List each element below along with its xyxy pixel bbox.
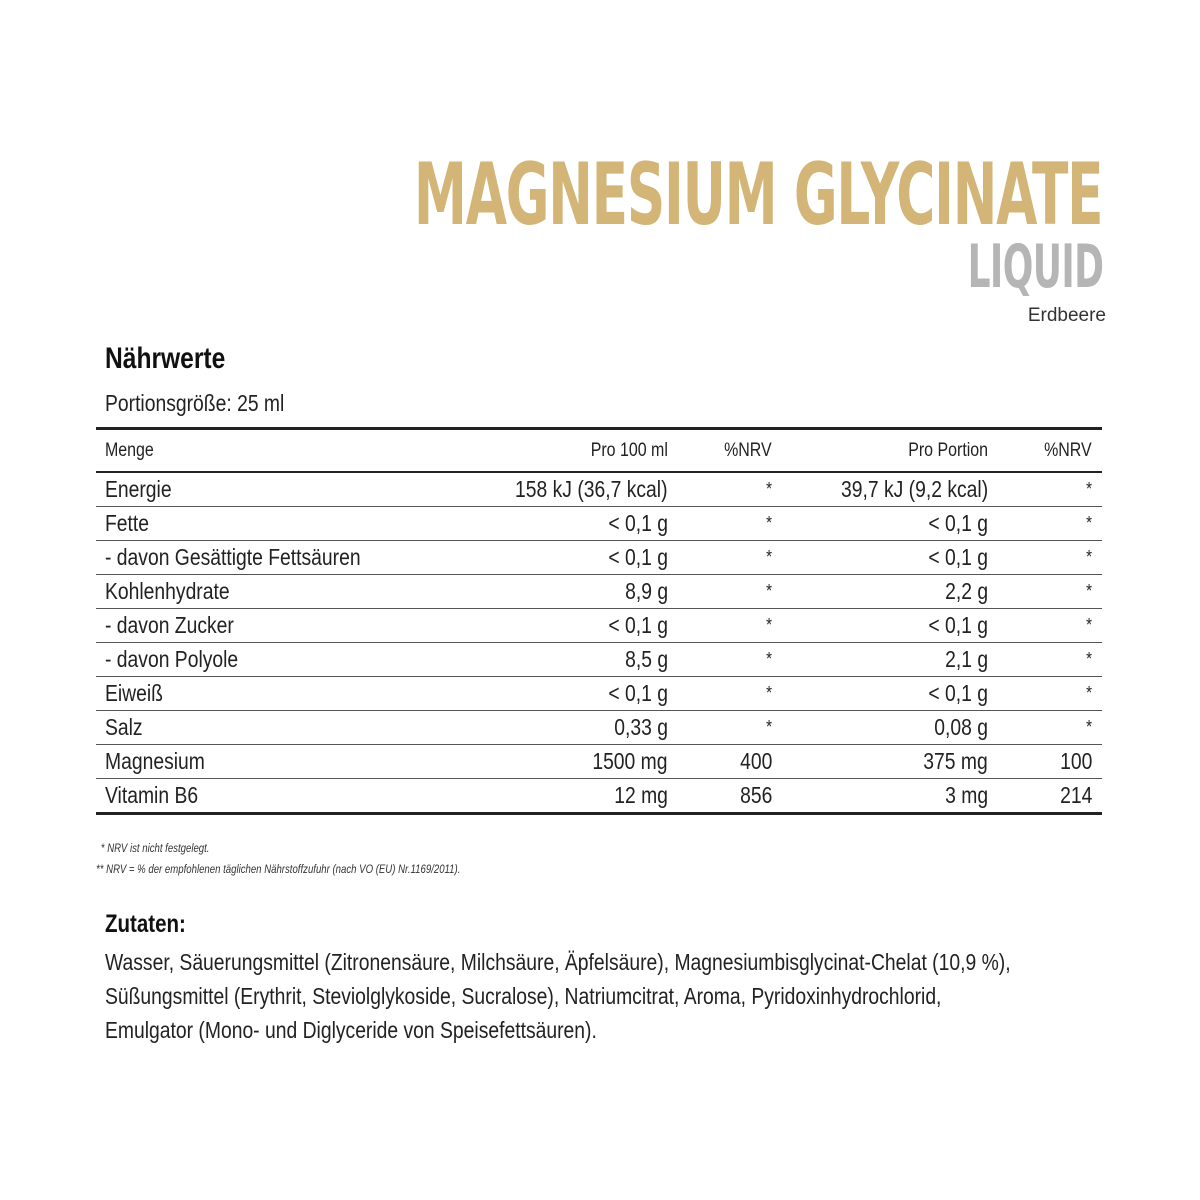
row-label: Vitamin B6 <box>105 782 199 808</box>
ingredients-line: Wasser, Säuerungsmittel (Zitronensäure, Milchsäure, Äpfelsäure), Magnesiumbisglycinat-Chelat (10,9 %), <box>105 949 1011 975</box>
table-row <box>96 541 1102 575</box>
nrv-portion-value: 214 <box>1059 782 1092 808</box>
per-100ml-value: < 0,1 g <box>608 544 668 570</box>
header-cell: Pro 100 ml <box>590 439 668 461</box>
header-cell: Pro Portion <box>908 439 988 461</box>
header-cell: %NRV <box>724 439 772 461</box>
nrv-portion-value: * <box>1086 513 1092 533</box>
nrv-100ml-value: * <box>766 683 772 703</box>
row-label: Magnesium <box>105 748 205 774</box>
product-title: MAGNESIUM GLYCINATE <box>413 145 1102 245</box>
nrv-portion-value: * <box>1086 649 1092 669</box>
per-100ml-value: 0,33 g <box>614 714 668 740</box>
table-header <box>96 430 1102 473</box>
row-label: Eiweiß <box>105 680 163 706</box>
footnote: ** NRV = % der empfohlenen täglichen Nährstoffzufuhr (nach VO (EU) Nr.1169/2011). <box>96 862 461 876</box>
row-label: Kohlenhydrate <box>105 578 230 604</box>
per-portion-value: 2,2 g <box>945 578 988 604</box>
per-100ml-value: < 0,1 g <box>608 510 668 536</box>
per-100ml-value: 1500 mg <box>592 748 668 774</box>
nrv-portion-value: 100 <box>1059 748 1092 774</box>
per-100ml-value: < 0,1 g <box>608 680 668 706</box>
row-label: Fette <box>105 510 150 536</box>
per-100ml-value: 8,9 g <box>625 578 668 604</box>
per-portion-value: < 0,1 g <box>928 544 988 570</box>
table-row <box>96 779 1102 812</box>
ingredients-line: Süßungsmittel (Erythrit, Steviolglykoside, Sucralose), Natriumcitrat, Aroma, Pyridoxinhydrochlorid, <box>105 983 942 1009</box>
portion-size: Portionsgröße: 25 ml <box>105 390 285 416</box>
per-portion-value: < 0,1 g <box>928 680 988 706</box>
per-portion-value: 375 mg <box>923 748 988 774</box>
nrv-100ml-value: 856 <box>739 782 772 808</box>
nutrition-heading: Nährwerte <box>105 342 226 375</box>
per-portion-value: 0,08 g <box>934 714 988 740</box>
product-flavor: Erdbeere <box>1027 305 1106 326</box>
per-100ml-value: 158 kJ (36,7 kcal) <box>515 476 668 502</box>
nrv-100ml-value: * <box>766 581 772 601</box>
row-label: - davon Zucker <box>105 612 234 638</box>
footnotes <box>96 838 460 880</box>
per-portion-value: < 0,1 g <box>928 510 988 536</box>
table-row <box>96 711 1102 745</box>
row-label: - davon Polyole <box>105 646 239 672</box>
table-row <box>96 473 1102 507</box>
row-label: Salz <box>105 714 143 740</box>
header-cell: Menge <box>105 439 154 461</box>
per-portion-value: 39,7 kJ (9,2 kcal) <box>840 476 988 502</box>
product-subtitle: LIQUID <box>967 232 1103 302</box>
nrv-portion-value: * <box>1086 615 1092 635</box>
nrv-100ml-value: * <box>766 547 772 567</box>
per-100ml-value: < 0,1 g <box>608 612 668 638</box>
nrv-100ml-value: * <box>766 479 772 499</box>
table-row <box>96 643 1102 677</box>
per-portion-value: < 0,1 g <box>928 612 988 638</box>
nrv-portion-value: * <box>1086 683 1092 703</box>
row-label: Energie <box>105 476 172 502</box>
nrv-100ml-value: 400 <box>739 748 772 774</box>
row-label: - davon Gesättigte Fettsäuren <box>105 544 361 570</box>
table-row <box>96 745 1102 779</box>
table-row <box>96 507 1102 541</box>
table-row <box>96 677 1102 711</box>
per-portion-value: 3 mg <box>945 782 988 808</box>
header-cell: %NRV <box>1044 439 1092 461</box>
nrv-portion-value: * <box>1086 717 1092 737</box>
nrv-portion-value: * <box>1086 547 1092 567</box>
ingredients-heading: Zutaten: <box>105 910 186 938</box>
per-100ml-value: 8,5 g <box>625 646 668 672</box>
nrv-portion-value: * <box>1086 479 1092 499</box>
nrv-100ml-value: * <box>766 513 772 533</box>
table-row <box>96 609 1102 643</box>
footnote: * NRV ist nicht festgelegt. <box>100 841 210 855</box>
nutrition-table <box>96 427 1102 815</box>
per-100ml-value: 12 mg <box>614 782 668 808</box>
table-row <box>96 575 1102 609</box>
nrv-100ml-value: * <box>766 717 772 737</box>
ingredients-line: Emulgator (Mono- und Diglyceride von Speisefettsäuren). <box>105 1017 597 1043</box>
per-portion-value: 2,1 g <box>945 646 988 672</box>
nrv-100ml-value: * <box>766 615 772 635</box>
ingredients-text <box>105 945 1029 1047</box>
nrv-100ml-value: * <box>766 649 772 669</box>
nrv-portion-value: * <box>1086 581 1092 601</box>
